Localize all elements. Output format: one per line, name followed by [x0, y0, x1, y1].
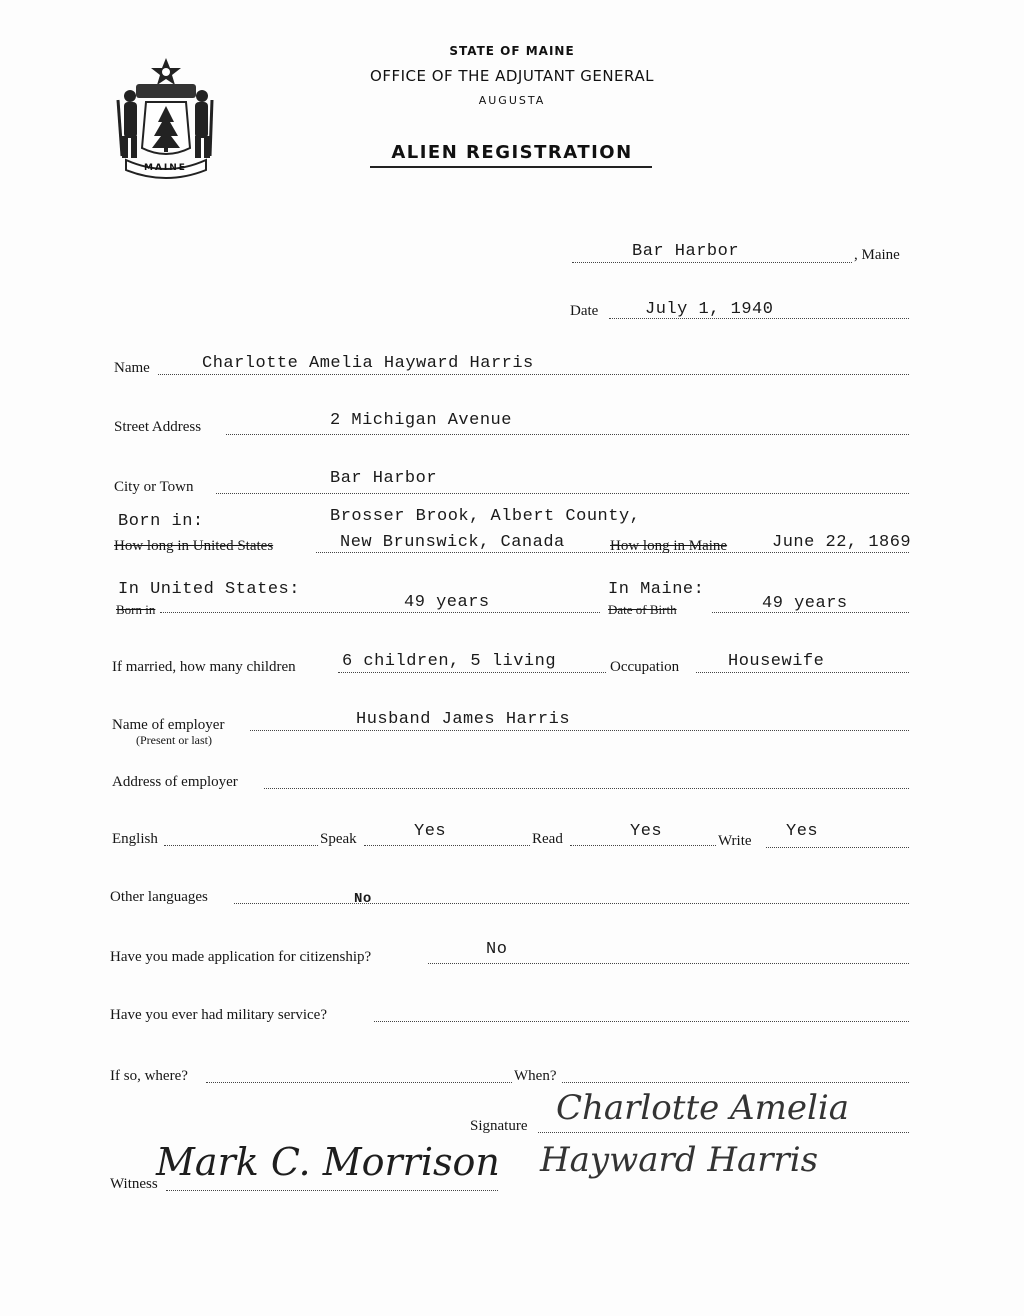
- other-languages-value: No: [354, 891, 372, 907]
- signature-line1: Charlotte Amelia: [556, 1088, 849, 1128]
- employer-address-label: Address of employer: [112, 774, 238, 790]
- where-label: If so, where?: [110, 1068, 188, 1084]
- signature-label: Signature: [470, 1118, 528, 1134]
- occupation-label: Occupation: [610, 659, 680, 675]
- english-label: English: [112, 831, 158, 847]
- in-maine-handwritten-label: In Maine:: [608, 580, 705, 599]
- born-value-line1: Brosser Brook, Albert County,: [330, 507, 641, 526]
- seal-banner-text: MAINE: [144, 163, 187, 173]
- name-label: Name: [114, 360, 150, 376]
- street-label: Street Address: [114, 419, 202, 435]
- form-title: ALIEN REGISTRATION: [391, 142, 633, 163]
- born-struck-label: How long in United States: [114, 538, 274, 554]
- employer-sublabel: (Present or last): [136, 733, 212, 747]
- birth-date-value: June 22, 1869: [772, 533, 912, 552]
- employer-value: Husband James Harris: [356, 710, 571, 729]
- in-us-value: 49 years: [404, 593, 490, 612]
- city-value: Bar Harbor: [330, 469, 438, 488]
- city-heading: AUGUSTA: [478, 94, 546, 107]
- in-maine-value: 49 years: [762, 594, 848, 613]
- office-heading: OFFICE OF THE ADJUTANT GENERAL: [370, 67, 654, 85]
- citizenship-label: Have you made application for citizenship?: [110, 949, 372, 965]
- employer-label: Name of employer: [112, 717, 225, 733]
- born-handwritten-label: Born in:: [118, 512, 204, 531]
- name-value: Charlotte Amelia Hayward Harris: [202, 354, 534, 373]
- witness-label: Witness: [110, 1176, 158, 1192]
- write-value: Yes: [786, 822, 819, 841]
- other-languages-label: Other languages: [110, 889, 208, 905]
- date-value: July 1, 1940: [645, 300, 774, 319]
- occupation-value: Housewife: [728, 652, 825, 671]
- street-value: 2 Michigan Avenue: [330, 411, 512, 430]
- city-label: City or Town: [114, 479, 194, 495]
- born-value-line2: New Brunswick, Canada: [340, 533, 565, 552]
- read-value: Yes: [630, 822, 663, 841]
- in-us-struck-label: Born in: [116, 602, 156, 617]
- signature-line2: Hayward Harris: [540, 1140, 819, 1180]
- in-us-handwritten-label: In United States:: [118, 580, 300, 599]
- place-value: Bar Harbor: [632, 242, 740, 261]
- dob-struck-label: Date of Birth: [608, 602, 677, 617]
- witness-signature: Mark C. Morrison: [156, 1140, 500, 1184]
- maine-struck-label: How long in Maine: [610, 538, 728, 554]
- children-value: 6 children, 5 living: [342, 652, 557, 671]
- read-label: Read: [532, 831, 563, 847]
- speak-value: Yes: [414, 822, 447, 841]
- state-heading: STATE OF MAINE: [449, 44, 575, 58]
- speak-label: Speak: [320, 831, 357, 847]
- write-label: Write: [718, 833, 752, 849]
- citizenship-value: No: [486, 940, 508, 959]
- when-label: When?: [514, 1068, 557, 1084]
- children-label: If married, how many children: [112, 659, 296, 675]
- military-label: Have you ever had military service?: [110, 1007, 327, 1023]
- place-suffix: , Maine: [854, 247, 900, 263]
- date-label: Date: [570, 303, 599, 319]
- title-underline: [370, 166, 652, 168]
